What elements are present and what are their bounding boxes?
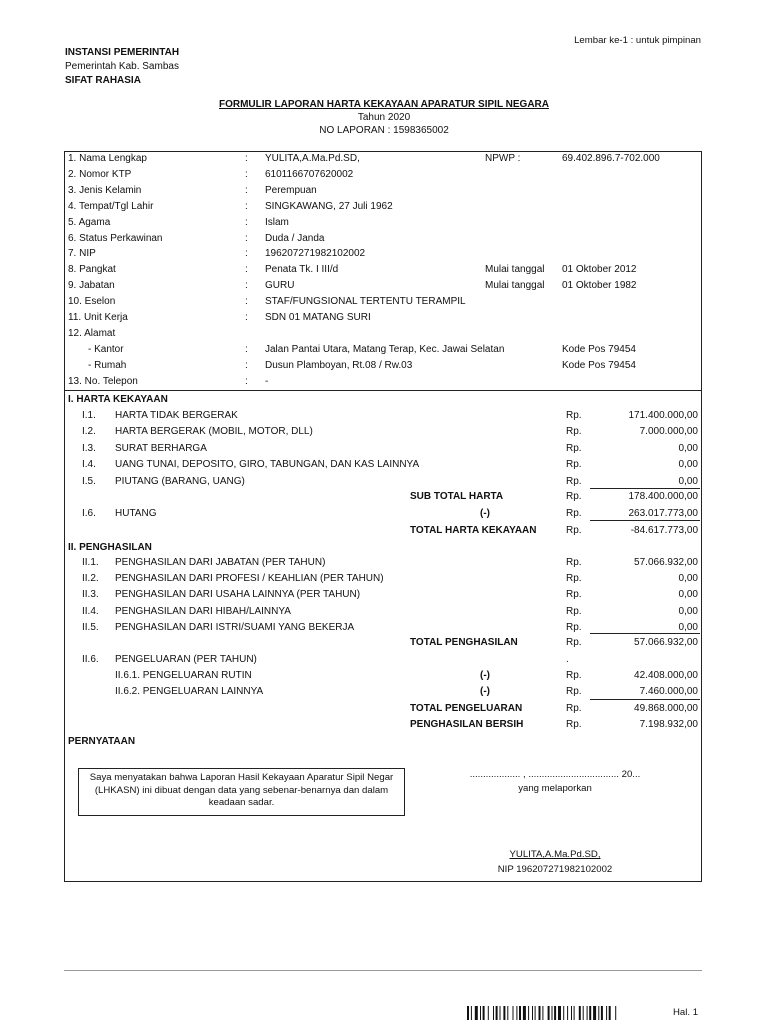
net-income-label: PENGHASILAN BERSIH [410,719,524,730]
item-currency: Rp. [566,459,582,471]
identity-extra-label: Mulai tanggal [485,264,545,276]
identity-colon: : [245,375,248,387]
identity-value: SINGKAWANG, 27 Juli 1962 [265,200,393,212]
item-currency: Rp. [566,605,582,617]
identity-colon: : [245,312,248,323]
item-code: I.5. [82,475,96,487]
item-label: II.6.2. PENGELUARAN LAINNYA [115,686,264,698]
identity-value: GURU [265,280,295,292]
identity-extra-value: 01 Oktober 1982 [562,280,637,292]
sum-underline [590,488,700,489]
subtotal-amount: 178.400.000,00 [628,491,698,502]
identity-colon: : [245,168,248,180]
item-code: II.3. [82,589,99,601]
identity-extra-value: Kode Pos 79454 [562,343,636,355]
item-sign: (-) [480,508,490,519]
identity-value: Duda / Janda [265,232,325,244]
agency-subtitle: Pemerintah Kab. Sambas [65,61,179,72]
identity-colon: : [245,184,248,196]
item-amount: 171.400.000,00 [628,410,698,421]
identity-colon: : [245,200,248,212]
identity-label: 6. Status Perkawinan [68,232,163,244]
signer-name: YULITA,A.Ma.Pd.SD, [509,849,601,860]
sheet-note: Lembar ke-1 : untuk pimpinan [574,35,701,46]
item-sign: (-) [480,686,490,698]
item-amount: 0,00 [678,605,698,617]
item-amount: 7.460.000,00 [639,686,698,698]
net-income-amount: 7.198.932,00 [639,719,698,730]
item-amount: 0,00 [678,459,698,471]
item-label: PENGHASILAN DARI ISTRI/SUAMI YANG BEKERJA [115,621,355,633]
item-code: II.4. [82,605,99,617]
item-label: SURAT BERHARGA [115,442,207,454]
total-income-amount: 57.066.932,00 [634,637,698,648]
item-amount: 263.017.773,00 [628,508,698,519]
sum-underline [590,699,700,700]
item-code: II.2. [82,573,99,585]
item-code: I.3. [82,442,96,454]
identity-value: SDN 01 MATANG SURI [265,312,371,323]
declaration-box [78,768,405,816]
section-divider [64,390,702,391]
reporter-label: yang melaporkan [518,783,592,794]
total-wealth-amount: -84.617.773,00 [630,525,698,536]
identity-colon: : [245,280,248,292]
identity-label: - Kantor [88,343,124,355]
identity-value: Dusun Plamboyan, Rt.08 / Rw.03 [265,359,413,371]
item-currency: Rp. [566,525,582,536]
item-amount: 0,00 [678,442,698,454]
identity-value: Islam [265,216,289,228]
item-code: II.6. [82,654,99,665]
identity-value: 6101166707620002 [265,168,354,180]
item-currency: Rp. [566,621,582,633]
identity-label: 10. Eselon [68,296,116,308]
signature-date-line: ................... , .................................. 20... [469,769,641,780]
item-currency: Rp. [566,442,582,454]
item-code: I.2. [82,426,96,438]
confidentiality-label: SIFAT RAHASIA [65,75,141,86]
item-label: HUTANG [115,508,157,519]
item-label: PENGHASILAN DARI JABATAN (PER TAHUN) [115,557,326,568]
item-currency: Rp. [566,719,582,730]
identity-extra-value: Kode Pos 79454 [562,359,636,371]
identity-value: Jalan Pantai Utara, Matang Terap, Kec. Jawai Selatan [265,343,505,355]
item-label: UANG TUNAI, DEPOSITO, GIRO, TABUNGAN, DAN KAS LAINNYA [115,459,420,471]
identity-colon: : [245,264,248,276]
identity-label: 9. Jabatan [68,280,115,292]
identity-extra-label: Mulai tanggal [485,280,545,292]
barcode-image [467,1006,659,1020]
identity-label: 13. No. Telepon [68,375,138,387]
item-currency: Rp. [566,426,582,438]
item-label: PENGELUARAN (PER TAHUN) [115,654,257,665]
identity-colon: : [245,296,248,308]
identity-colon: : [245,248,248,260]
item-currency: Rp. [566,508,582,519]
item-amount: 0,00 [678,573,698,585]
item-label: PENGHASILAN DARI HIBAH/LAINNYA [115,605,291,617]
identity-colon: : [245,153,248,164]
item-code: I.4. [82,459,96,471]
signer-nip: NIP 196207271982102002 [497,864,613,875]
identity-label: 2. Nomor KTP [68,168,132,180]
total-expense-label: TOTAL PENGELUARAN [410,703,523,714]
identity-value: STAF/FUNGSIONAL TERTENTU TERAMPIL [265,296,466,308]
declaration-text: Saya menyatakan bahwa Laporan Hasil Kekayaan Aparatur Sipil Negar (LHKASN) ini dibuat dengan data yang sebenar-benarnya dan dalam keadaan sadar. [89,772,394,808]
income-section-title: II. PENGHASILAN [68,542,152,553]
identity-label: 8. Pangkat [68,264,116,276]
statement-title: PERNYATAAN [68,736,136,747]
item-label: PENGHASILAN DARI PROFESI / KEAHLIAN (PER TAHUN) [115,573,384,585]
item-currency: Rp. [566,686,582,698]
report-number: NO LAPORAN : 1598365002 [319,125,449,136]
item-amount: 57.066.932,00 [634,557,698,568]
item-currency: Rp. [566,557,582,568]
item-code: I.1. [82,410,96,421]
identity-label: 3. Jenis Kelamin [68,184,142,196]
item-code: II.1. [82,557,99,568]
identity-label: - Rumah [88,359,127,371]
page-number: Hal. 1 [673,1007,699,1018]
item-amount: 0,00 [678,475,698,487]
identity-extra-label: NPWP : [485,153,521,164]
identity-extra-value: 69.402.896.7-702.000 [562,153,660,164]
item-label: II.6.1. PENGELUARAN RUTIN [115,670,252,681]
item-currency: Rp. [566,670,582,681]
form-title: FORMULIR LAPORAN HARTA KEKAYAAN APARATUR SIPIL NEGARA [218,99,549,110]
total-expense-amount: 49.868.000,00 [634,703,698,714]
item-label: HARTA TIDAK BERGERAK [115,410,238,421]
total-income-label: TOTAL PENGHASILAN [410,637,518,648]
item-label: PENGHASILAN DARI USAHA LAINNYA (PER TAHUN) [115,589,361,601]
subtotal-label: SUB TOTAL HARTA [410,491,504,502]
item-currency: Rp. [566,410,582,421]
identity-extra-value: 01 Oktober 2012 [562,264,637,276]
identity-value: Penata Tk. I III/d [265,264,339,276]
item-currency: Rp. [566,589,582,601]
sum-underline [590,633,700,634]
identity-value: Perempuan [265,184,317,196]
agency-title: INSTANSI PEMERINTAH [65,47,180,58]
identity-colon: : [245,216,248,228]
identity-colon: : [245,232,248,244]
item-currency: Rp. [566,703,582,714]
item-amount: 0,00 [678,589,698,601]
identity-label: 11. Unit Kerja [68,312,128,323]
item-amount: 0,00 [678,621,698,633]
item-code: I.6. [82,508,96,519]
item-amount: 42.408.000,00 [634,670,698,681]
item-currency: Rp. [566,637,582,648]
total-wealth-label: TOTAL HARTA KEKAYAAN [410,525,537,536]
item-code: II.5. [82,621,99,633]
identity-value: - [265,375,269,387]
item-label: HARTA BERGERAK (MOBIL, MOTOR, DLL) [115,426,313,438]
item-label: PIUTANG (BARANG, UANG) [115,475,245,487]
identity-value: YULITA,A.Ma.Pd.SD, [265,153,360,164]
item-currency: Rp. [566,475,582,487]
identity-colon: : [245,343,248,355]
form-year: Tahun 2020 [357,112,411,123]
sum-underline [590,520,700,521]
identity-label: 4. Tempat/Tgl Lahir [68,200,154,212]
identity-colon: : [245,359,248,371]
identity-label: 12. Alamat [68,327,116,339]
identity-label: 7. NIP [68,248,96,260]
item-currency: Rp. [566,491,582,502]
identity-value: 196207271982102002 [265,248,366,260]
wealth-section-title: I. HARTA KEKAYAAN [68,394,168,405]
item-currency: Rp. [566,573,582,585]
item-sign: (-) [480,670,490,681]
footer-divider [64,970,702,971]
item-amount: 7.000.000,00 [639,426,698,438]
identity-label: 5. Agama [68,216,111,228]
expense-mark: . [566,654,569,665]
identity-label: 1. Nama Lengkap [68,153,147,164]
